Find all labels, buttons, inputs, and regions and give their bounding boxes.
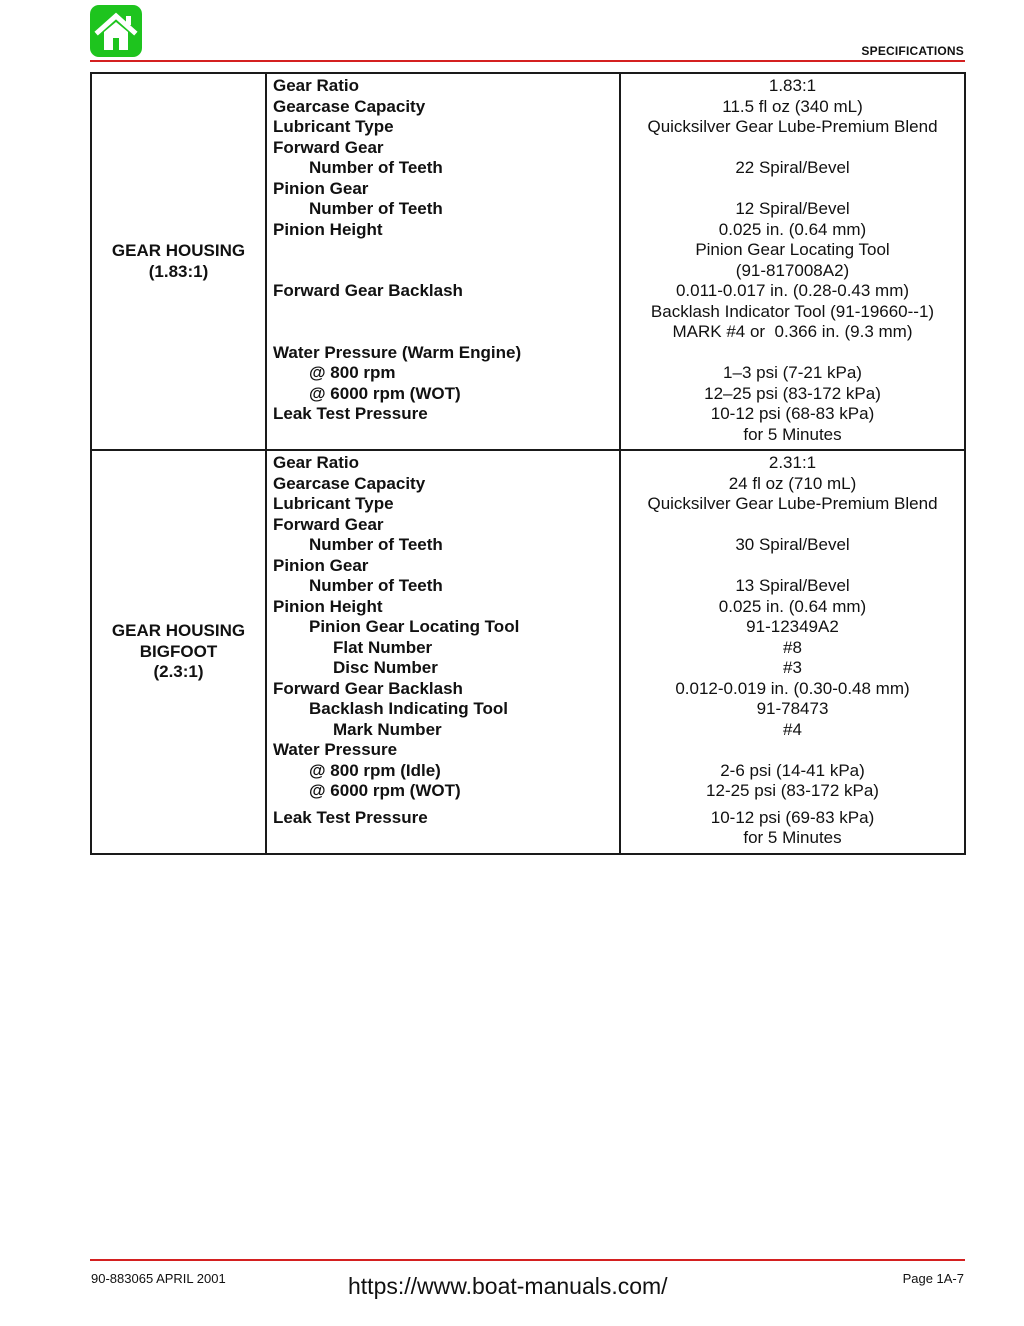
spec-value: Quicksilver Gear Lube-Premium Blend (647, 494, 938, 513)
spec-label: Water Pressure (273, 740, 398, 759)
spec-label (273, 425, 619, 446)
spec-value: 12–25 psi (83-172 kPa) (704, 383, 881, 403)
spec-label: Pinion Gear Locating Tool (309, 617, 520, 636)
spec-label: Number of Teeth (309, 199, 443, 218)
spec-label (273, 302, 619, 323)
spec-value: Pinion Gear Locating Tool (695, 240, 890, 259)
spec-value (621, 343, 964, 364)
spec-value: 10-12 psi (69-83 kPa) (710, 807, 875, 827)
spec-value: 10-12 psi (68-83 kPa) (710, 404, 875, 423)
section-group-label: GEAR HOUSING (111, 621, 246, 640)
spec-label: Mark Number (333, 719, 442, 739)
spec-label: Number of Teeth (309, 535, 443, 554)
spec-label (273, 240, 619, 261)
spec-label: Gear Ratio (273, 453, 359, 472)
section-group-label: BIGFOOT (139, 641, 218, 661)
spec-value: for 5 Minutes (743, 424, 842, 444)
section-title: SPECIFICATIONS (861, 44, 964, 58)
page-number: Page 1A-7 (902, 1271, 964, 1286)
website-link[interactable]: https://www.boat-manuals.com/ (348, 1273, 668, 1299)
spec-label: Pinion Height (273, 596, 383, 616)
spec-value (621, 515, 964, 536)
spec-value: #3 (783, 658, 802, 677)
spec-label: Lubricant Type (273, 494, 394, 513)
spec-label-cell (266, 73, 620, 450)
spec-value: 24 fl oz (710 mL) (728, 473, 857, 493)
spec-label: Number of Teeth (309, 158, 443, 177)
spec-label: Forward Gear Backlash (273, 281, 463, 300)
spec-value (621, 556, 964, 577)
spec-value: 0.011-0.017 in. (0.28-0.43 mm) (675, 281, 910, 300)
spec-value: 2.31:1 (768, 453, 817, 472)
spec-value: 22 Spiral/Bevel (735, 158, 850, 177)
spec-value: 91-12349A2 (746, 617, 839, 636)
spec-label: Forward Gear (273, 137, 384, 157)
spec-value: 1.83:1 (768, 76, 817, 95)
spec-value: 0.025 in. (0.64 mm) (718, 596, 867, 616)
spec-section-row (91, 450, 965, 854)
spec-label: Pinion Gear (273, 555, 369, 575)
spec-value: 13 Spiral/Bevel (735, 576, 850, 595)
spec-label: Water Pressure (Warm Engine) (273, 342, 522, 362)
section-group-label: (1.83:1) (148, 261, 209, 281)
section-group-label: (2.3:1) (153, 662, 204, 681)
spec-label (273, 828, 619, 849)
spec-value: 12-25 psi (83-172 kPa) (706, 781, 879, 800)
spec-value: 0.025 in. (0.64 mm) (718, 219, 867, 239)
spec-label (273, 322, 619, 343)
spec-value: Backlash Indicator Tool (91-19660--1) (650, 301, 935, 321)
spec-label: Gear Ratio (273, 76, 359, 95)
spec-value: 0.012-0.019 in. (0.30-0.48 mm) (675, 678, 910, 698)
spec-value: 12 Spiral/Bevel (735, 199, 850, 218)
spec-label: @ 6000 rpm (WOT) (309, 781, 461, 800)
spec-label: Leak Test Pressure (273, 404, 428, 423)
section-group-cell (91, 73, 266, 450)
section-group-label: GEAR HOUSING (111, 241, 246, 260)
spec-label: Forward Gear (273, 514, 384, 534)
spec-label: Forward Gear Backlash (273, 678, 463, 698)
specifications-table (90, 72, 966, 855)
document-id: 90-883065 APRIL 2001 (91, 1271, 226, 1286)
spec-label: Flat Number (333, 637, 433, 657)
spec-value: for 5 Minutes (743, 828, 842, 847)
spec-value-cell (620, 450, 965, 854)
spec-value: 11.5 fl oz (340 mL) (722, 96, 863, 116)
spec-label: @ 800 rpm (309, 363, 396, 382)
spec-label: @ 6000 rpm (WOT) (309, 383, 461, 403)
spec-value (621, 179, 964, 200)
spec-value: 1–3 psi (7-21 kPa) (723, 363, 862, 382)
spec-value: #4 (783, 719, 802, 739)
spec-label: Pinion Gear (273, 178, 369, 198)
spec-value: Quicksilver Gear Lube-Premium Blend (647, 117, 938, 136)
section-group-cell (91, 450, 266, 854)
spec-label-cell (266, 450, 620, 854)
spec-value (621, 138, 964, 159)
spec-value: #8 (783, 637, 802, 657)
spec-value: MARK #4 or 0.366 in. (9.3 mm) (672, 322, 913, 341)
spec-value: 30 Spiral/Bevel (735, 535, 850, 554)
spec-value-cell (620, 73, 965, 450)
spec-label: Gearcase Capacity (273, 96, 426, 116)
home-button[interactable] (90, 5, 142, 57)
header-divider (90, 60, 965, 62)
spec-label: Number of Teeth (309, 576, 443, 595)
spec-section-row (91, 73, 965, 450)
spec-label: Disc Number (333, 658, 438, 677)
footer-divider (90, 1259, 965, 1261)
spec-label: Lubricant Type (273, 117, 394, 136)
spec-label: Gearcase Capacity (273, 473, 426, 493)
spec-value: (91-817008A2) (735, 260, 850, 280)
spec-label: Backlash Indicating Tool (309, 699, 508, 718)
spec-label: Leak Test Pressure (273, 807, 428, 827)
spec-value (621, 740, 964, 761)
spec-label: @ 800 rpm (Idle) (309, 760, 441, 780)
spec-label: Pinion Height (273, 219, 383, 239)
home-icon (90, 5, 142, 57)
spec-value: 2-6 psi (14-41 kPa) (720, 760, 865, 780)
spec-label (273, 261, 619, 282)
spec-value: 91-78473 (756, 699, 829, 718)
